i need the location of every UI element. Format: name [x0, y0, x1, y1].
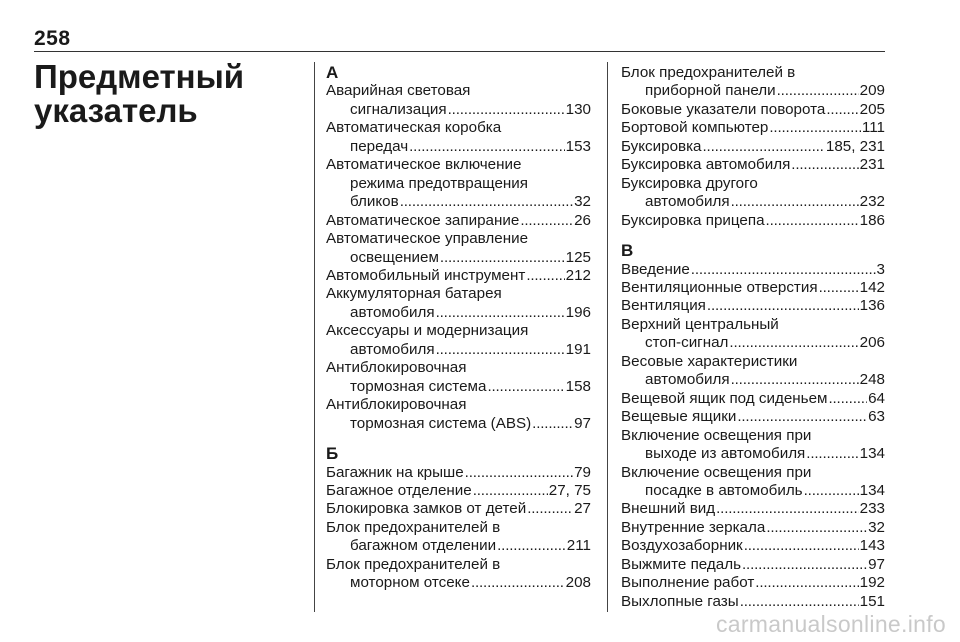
- entry-label: Блокировка замков от детей: [326, 500, 527, 518]
- leader-dots: [400, 193, 573, 211]
- entry-label: Буксировка прицепа: [621, 211, 765, 229]
- index-entry: [326, 230, 591, 267]
- leader-dots: [740, 593, 859, 611]
- leader-dots: [729, 334, 858, 352]
- index-entry: [621, 353, 885, 390]
- section-letter: Б: [326, 444, 339, 464]
- index-entry: [326, 119, 591, 156]
- index-entry: [326, 322, 591, 359]
- entry-label: тормозная система (ABS): [350, 414, 532, 432]
- entry-label: автомобиля: [350, 303, 435, 321]
- entry-label: Буксировка автомобиля: [621, 156, 791, 174]
- index-entry: [621, 101, 885, 119]
- page-number: 258: [34, 27, 71, 50]
- entry-label: Буксировка: [621, 137, 702, 155]
- index-entry: [621, 519, 885, 537]
- entry-label: Бортовой компьютер: [621, 119, 769, 137]
- entry-page-number: 233: [859, 500, 885, 518]
- index-entry: [621, 119, 885, 137]
- entry-page-number: 26: [574, 211, 591, 229]
- entry-label: Багажное отделение: [326, 481, 472, 499]
- entry-row: [326, 341, 591, 359]
- leader-dots: [777, 82, 859, 100]
- entry-label: тормозная система: [350, 377, 487, 395]
- entry-label: посадке в автомобиль: [645, 481, 803, 499]
- entry-row: [621, 500, 885, 518]
- entry-row: [326, 249, 591, 267]
- leader-dots: [731, 193, 859, 211]
- entry-page-number: 142: [859, 278, 885, 296]
- leader-dots: [471, 574, 565, 592]
- entry-row: [621, 119, 885, 137]
- entry-page-number: 130: [565, 100, 591, 118]
- entry-row: [621, 556, 885, 574]
- leader-dots: [744, 537, 859, 555]
- index-entry: [621, 297, 885, 315]
- entry-heading-line: Включение освещения при: [621, 463, 812, 481]
- entry-page-number: 134: [859, 445, 885, 463]
- entry-row: [621, 101, 885, 119]
- entry-row: [621, 519, 885, 537]
- leader-dots: [703, 138, 825, 156]
- entry-row: [326, 138, 591, 156]
- index-entry: [326, 519, 591, 556]
- entry-heading-line: режима предотвращения: [350, 174, 529, 192]
- entry-label: Вентиляция: [621, 297, 706, 315]
- entry-page-number: 63: [868, 408, 885, 426]
- index-entry: [621, 574, 885, 592]
- index-entry: [621, 556, 885, 574]
- entry-page-number: 97: [574, 414, 591, 432]
- entry-row: [326, 304, 591, 322]
- entry-label: приборной панели: [645, 82, 776, 100]
- entry-label: бликов: [350, 193, 399, 211]
- entry-row: [621, 334, 885, 352]
- entry-label: Выхлопные газы: [621, 592, 739, 610]
- entry-label: Внешний вид: [621, 500, 716, 518]
- entry-page-number: 209: [859, 82, 885, 100]
- entry-page-number: 32: [574, 193, 591, 211]
- index-entry: [621, 593, 885, 611]
- entry-label: автомобиля: [645, 193, 730, 211]
- entry-page-number: 208: [565, 574, 591, 592]
- entry-label: багажном отделении: [350, 537, 497, 555]
- entry-page-number: 64: [868, 389, 885, 407]
- header-divider: [34, 51, 885, 52]
- entry-row: [326, 574, 591, 592]
- column-divider-right: [607, 62, 608, 612]
- leader-dots: [526, 267, 564, 285]
- entry-label: Выполнение работ: [621, 574, 755, 592]
- entry-page-number: 97: [868, 555, 885, 573]
- leader-dots: [737, 408, 867, 426]
- index-entry: [326, 82, 591, 119]
- entry-page-number: 248: [859, 371, 885, 389]
- leader-dots: [532, 415, 573, 433]
- section-gap: [621, 230, 885, 242]
- entry-row: [621, 574, 885, 592]
- entry-page-number: 151: [859, 592, 885, 610]
- index-entry: [621, 537, 885, 555]
- leader-dots: [769, 119, 861, 137]
- entry-page-number: 27, 75: [548, 481, 591, 499]
- entry-page-number: 212: [565, 266, 591, 284]
- entry-row: [621, 193, 885, 211]
- entry-heading-line: Автоматическое управление: [326, 230, 529, 248]
- entry-row: [621, 390, 885, 408]
- entry-row: [621, 82, 885, 100]
- leader-dots: [409, 138, 565, 156]
- entry-heading-line: Включение освещения при: [621, 426, 812, 444]
- index-entry: [621, 175, 885, 212]
- entry-heading-line: Антиблокировочная: [326, 359, 467, 377]
- section-letter: А: [326, 63, 339, 82]
- index-entry: [326, 267, 591, 285]
- entry-page-number: 185, 231: [825, 137, 885, 155]
- entry-label: стоп-сигнал: [645, 334, 729, 352]
- leader-dots: [766, 212, 859, 230]
- entry-label: автомобиля: [645, 371, 730, 389]
- leader-dots: [755, 574, 858, 592]
- index-entry: [326, 464, 591, 482]
- entry-label: моторном отсеке: [350, 574, 470, 592]
- leader-dots: [742, 556, 867, 574]
- entry-page-number: 211: [566, 537, 591, 555]
- entry-page-number: 205: [859, 100, 885, 118]
- entry-page-number: 158: [565, 377, 591, 395]
- leader-dots: [448, 101, 565, 119]
- entry-label: освещением: [350, 248, 439, 266]
- leader-dots: [819, 279, 859, 297]
- index-entry: [621, 464, 885, 501]
- entry-page-number: 196: [565, 303, 591, 321]
- leader-dots: [826, 101, 858, 119]
- entry-page-number: 27: [574, 500, 591, 518]
- entry-heading-line: Весовые характеристики: [621, 352, 798, 370]
- index-entry: [621, 64, 885, 101]
- entry-row: [621, 408, 885, 426]
- entry-page-number: 186: [859, 211, 885, 229]
- leader-dots: [527, 500, 573, 518]
- leader-dots: [465, 464, 573, 482]
- index-entry: [326, 482, 591, 500]
- entry-row: [621, 537, 885, 555]
- entry-label: Воздухозаборник: [621, 537, 743, 555]
- entry-row: [326, 464, 591, 482]
- entry-page-number: 32: [868, 518, 885, 536]
- leader-dots: [716, 500, 859, 518]
- index-entry: [326, 212, 591, 230]
- entry-row: [621, 138, 885, 156]
- leader-dots: [731, 371, 859, 389]
- leader-dots: [791, 156, 858, 174]
- entry-row: [621, 156, 885, 174]
- entry-row: [326, 212, 591, 230]
- entry-heading-line: Автоматическое включение: [326, 156, 522, 174]
- entry-heading-line: Верхний центральный: [621, 315, 779, 333]
- entry-page-number: 3: [876, 260, 885, 278]
- index-entry: [621, 500, 885, 518]
- entry-page-number: 231: [859, 156, 885, 174]
- entry-row: [326, 500, 591, 518]
- entry-row: [326, 482, 591, 500]
- entry-label: Введение: [621, 260, 690, 278]
- index-entry: [621, 261, 885, 279]
- entry-row: [621, 445, 885, 463]
- leader-dots: [707, 297, 859, 315]
- index-entry: [326, 156, 591, 211]
- entry-heading-line: Блок предохранителей в: [326, 518, 501, 536]
- index-entry: [621, 316, 885, 353]
- leader-dots: [804, 482, 859, 500]
- section-gap: [326, 433, 591, 445]
- entry-label: Вещевой ящик под сиденьем: [621, 389, 828, 407]
- page-title: Предметный указатель: [34, 58, 245, 129]
- entry-row: [621, 212, 885, 230]
- entry-label: Выжмите педаль: [621, 555, 742, 573]
- index-entry: [326, 285, 591, 322]
- leader-dots: [806, 445, 858, 463]
- entry-page-number: 143: [859, 537, 885, 555]
- index-entry: [621, 138, 885, 156]
- index-entry: [326, 556, 591, 593]
- index-entry: [621, 390, 885, 408]
- index-entry: [621, 156, 885, 174]
- leader-dots: [440, 249, 565, 267]
- entry-label: автомобиля: [350, 340, 435, 358]
- index-entry: [621, 427, 885, 464]
- watermark: carmanualsonline.info: [715, 611, 946, 637]
- index-entry: [326, 396, 591, 433]
- entry-heading-line: Автоматическая коробка: [326, 119, 502, 137]
- column-divider-left: [314, 62, 315, 612]
- section-letter: В: [621, 241, 634, 261]
- leader-dots: [473, 482, 548, 500]
- entry-row: [326, 415, 591, 433]
- entry-row: [326, 193, 591, 211]
- entry-row: [621, 279, 885, 297]
- index-entry: [621, 279, 885, 297]
- entry-row: [326, 537, 591, 555]
- entry-page-number: 111: [861, 119, 885, 137]
- index-column-2: [621, 64, 885, 611]
- leader-dots: [487, 378, 564, 396]
- entry-page-number: 232: [859, 193, 885, 211]
- entry-label: Вещевые ящики: [621, 408, 737, 426]
- entry-row: [326, 267, 591, 285]
- entry-heading-line: Антиблокировочная: [326, 396, 467, 414]
- index-entry: [621, 408, 885, 426]
- leader-dots: [497, 537, 566, 555]
- index-entry: [326, 500, 591, 518]
- leader-dots: [520, 212, 573, 230]
- entry-label: передач: [350, 137, 409, 155]
- entry-page-number: 136: [859, 297, 885, 315]
- index-entry: [326, 359, 591, 396]
- entry-page-number: 206: [859, 334, 885, 352]
- entry-row: [621, 297, 885, 315]
- entry-label: Автомобильный инструмент: [326, 266, 526, 284]
- entry-heading-line: Блок предохранителей в: [326, 555, 501, 573]
- entry-row: [326, 378, 591, 396]
- leader-dots: [828, 390, 867, 408]
- leader-dots: [436, 341, 565, 359]
- leader-dots: [766, 519, 867, 537]
- entry-page-number: 153: [565, 137, 591, 155]
- leader-dots: [436, 304, 565, 322]
- entry-heading-line: Аккумуляторная батарея: [326, 285, 502, 303]
- entry-page-number: 134: [859, 481, 885, 499]
- entry-label: Вентиляционные отверстия: [621, 278, 818, 296]
- entry-row: [621, 261, 885, 279]
- entry-page-number: 79: [574, 463, 591, 481]
- entry-label: сигнализация: [350, 100, 447, 118]
- entry-heading-line: Буксировка другого: [621, 174, 758, 192]
- entry-page-number: 192: [859, 574, 885, 592]
- entry-label: Автоматическое запирание: [326, 211, 520, 229]
- index-entry: [621, 212, 885, 230]
- entry-label: выходе из автомобиля: [645, 445, 806, 463]
- entry-row: [621, 482, 885, 500]
- entry-heading-line: Аксессуары и модернизация: [326, 322, 529, 340]
- entry-row: [326, 101, 591, 119]
- entry-page-number: 191: [565, 340, 591, 358]
- entry-label: Багажник на крыше: [326, 463, 464, 481]
- entry-label: Внутренние зеркала: [621, 518, 766, 536]
- entry-row: [621, 371, 885, 389]
- entry-label: Боковые указатели поворота: [621, 100, 826, 118]
- entry-heading-line: Блок предохранителей в: [621, 64, 796, 81]
- entry-heading-line: Аварийная световая: [326, 82, 471, 100]
- entry-page-number: 125: [565, 248, 591, 266]
- index-column-1: [326, 64, 591, 593]
- leader-dots: [691, 261, 876, 279]
- entry-row: [621, 593, 885, 611]
